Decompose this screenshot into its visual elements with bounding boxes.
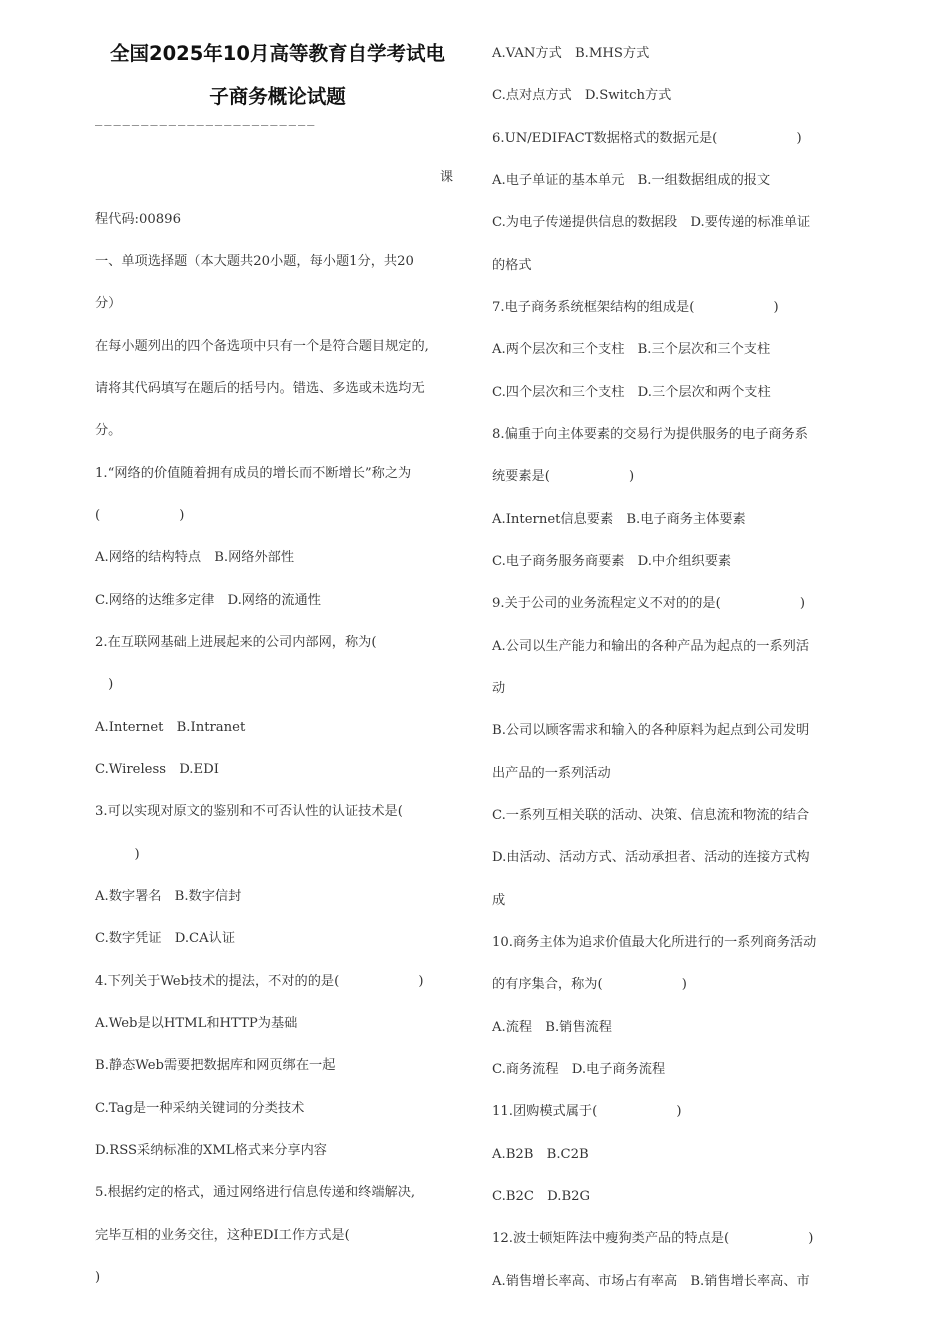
- document-title-line-2: 子商务概论试题: [209, 85, 346, 108]
- text-line: 动: [492, 680, 506, 696]
- text-line: D.RSS采纳标准的XML格式来分享内容: [95, 1142, 327, 1158]
- text-line: C.Tag是一种采纳关键词的分类技术: [95, 1100, 305, 1116]
- text-line: A.销售增长率高、市场占有率高 B.销售增长率高、市: [492, 1273, 810, 1289]
- text-line: A.VAN方式 B.MHS方式: [492, 46, 650, 61]
- text-line: C.数字凭证 D.CA认证: [95, 931, 236, 947]
- text-line: 分。: [95, 423, 122, 439]
- text-line: A.数字署名 B.数字信封: [95, 888, 242, 904]
- text-line: C.四个层次和三个支柱 D.三个层次和两个支柱: [492, 384, 771, 400]
- text-line: 成: [492, 892, 506, 908]
- text-line: 12.波士顿矩阵法中瘦狗类产品的特点是( ): [492, 1231, 814, 1247]
- text-line: 9.关于公司的业务流程定义不对的的是( ): [492, 596, 805, 612]
- text-line: A.电子单证的基本单元 B.一组数据组成的报文: [492, 172, 771, 188]
- text-line: 10.商务主体为追求价值最大化所进行的一系列商务活动: [492, 934, 817, 950]
- text-line: 分）: [95, 296, 122, 312]
- text-line: 11.团购模式属于( ): [492, 1104, 682, 1120]
- text-line: ): [95, 677, 114, 693]
- text-line: A.流程 B.销售流程: [492, 1019, 612, 1035]
- text-line: 6.UN/EDIFACT数据格式的数据元是( ): [492, 130, 802, 146]
- text-line: A.Internet信息要素 B.电子商务主体要素: [492, 511, 746, 527]
- text-line: C.Wireless D.EDI: [95, 761, 219, 777]
- text-line: 7.电子商务系统框架结构的组成是( ): [492, 299, 779, 315]
- text-line: C.电子商务服务商要素 D.中介组织要素: [492, 553, 732, 569]
- course-code: 程代码:00896: [95, 212, 181, 227]
- text-line: A.Web是以HTML和HTTP为基础: [95, 1015, 298, 1031]
- text-line: 8.偏重于向主体要素的交易行为提供服务的电子商务系: [492, 426, 808, 442]
- text-line: 4.下列关于Web技术的提法，不对的的是( ): [95, 973, 424, 989]
- text-line: B.公司以顾客需求和输入的各种原料为起点到公司发明: [492, 723, 810, 739]
- text-line: A.网络的结构特点 B.网络外部性: [95, 550, 295, 566]
- text-line: 2.在互联网基础上进展起来的公司内部网，称为(: [95, 634, 377, 650]
- text-line: 3.可以实现对原文的鉴别和不可否认性的认证技术是(: [95, 804, 403, 820]
- text-line: C.为电子传递提供信息的数据段 D.要传递的标准单证: [492, 215, 811, 231]
- text-line: C.点对点方式 D.Switch方式: [492, 88, 672, 104]
- text-line: 的格式: [492, 257, 532, 273]
- text-line: C.商务流程 D.电子商务流程: [492, 1061, 666, 1077]
- text-line: C.网络的达维多定律 D.网络的流通性: [95, 592, 321, 608]
- text-line: 的有序集合，称为( ): [492, 977, 687, 993]
- text-line: A.公司以生产能力和输出的各种产品为起点的一系列活: [492, 638, 810, 654]
- title-divider: ————————————————————————: [95, 118, 317, 132]
- text-line: 出产品的一系列活动: [492, 765, 611, 781]
- text-line: 请将其代码填写在题后的括号内。错选、多选或未选均无: [95, 380, 425, 396]
- text-line: ): [95, 1269, 101, 1285]
- text-line: A.Internet B.Intranet: [95, 719, 246, 735]
- document-title-line-1: 全国2025年10月高等教育自学考试电: [110, 42, 445, 65]
- text-line: A.两个层次和三个支柱 B.三个层次和三个支柱: [492, 342, 771, 358]
- text-line: 统要素是( ): [492, 469, 635, 485]
- text-line: 5.根据约定的格式，通过网络进行信息传递和终端解决,: [95, 1185, 416, 1201]
- text-line: D.由活动、活动方式、活动承担者、活动的连接方式构: [492, 850, 810, 866]
- text-line: ): [95, 846, 140, 862]
- text-line: A.B2B B.C2B: [492, 1146, 589, 1162]
- text-line: 1.“网络的价值随着拥有成员的增长而不断增长”称之为: [95, 465, 412, 481]
- text-line: 在每小题列出的四个备选项中只有一个是符合题目规定的,: [95, 338, 429, 354]
- text-line: ( ): [95, 507, 185, 523]
- text-line: 一、单项选择题（本大题共20小题，每小题1分，共20: [95, 254, 414, 269]
- course-code-prefix: 课: [439, 170, 453, 185]
- text-line: B.静态Web需要把数据库和网页绑在一起: [95, 1058, 336, 1074]
- text-line: C.B2C D.B2G: [492, 1188, 591, 1204]
- text-line: 完毕互相的业务交往，这种EDI工作方式是(: [95, 1227, 350, 1243]
- text-line: C.一系列互相关联的活动、决策、信息流和物流的结合: [492, 807, 810, 823]
